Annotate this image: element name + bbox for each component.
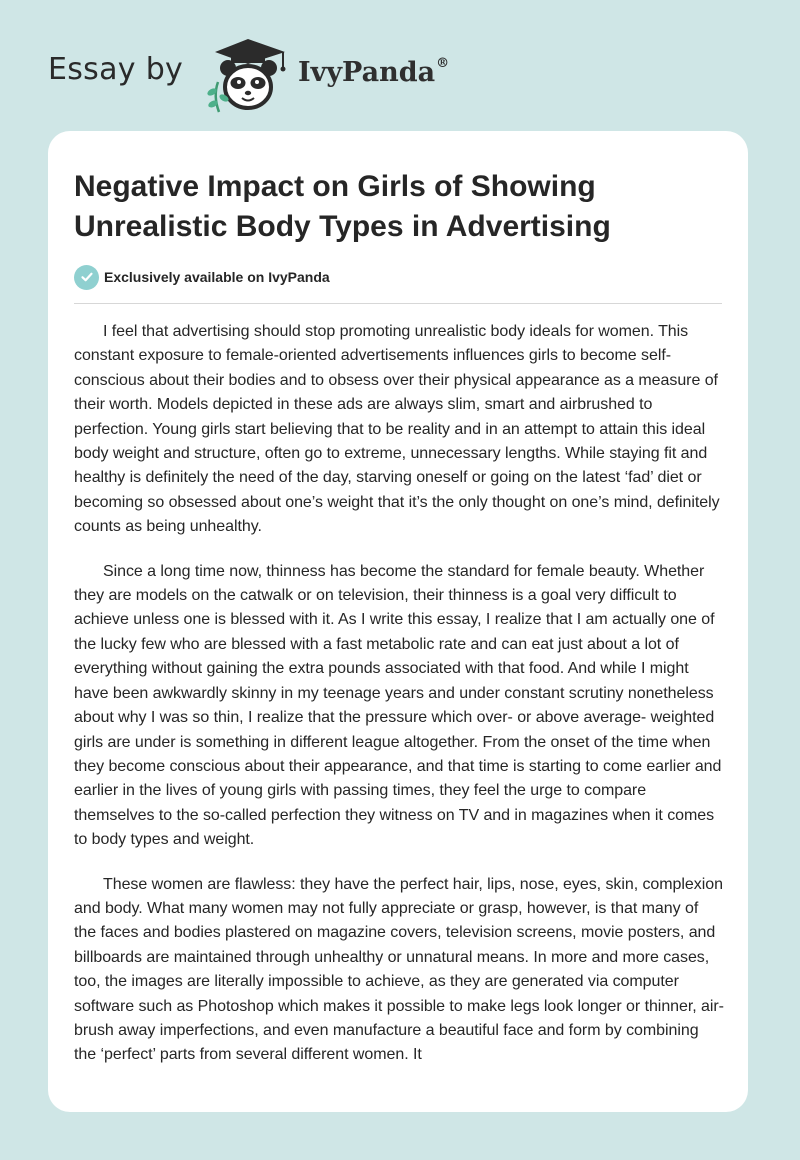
essay-title: Negative Impact on Girls of Showing Unrealistic Body Types in Advertising (74, 170, 611, 243)
essay-paragraph: I feel that advertising should stop promoting unrealistic body ideals for women. This constant exposure to female-oriented advertisements influences girls to become self-conscious about their bodies and to obsess over their physical appearance as a measure of their worth. Models depicted in these ads are always slim, smart and airbrushed to perfection. Young girls start believing that to be reality and in an attempt to attain this ideal body weight and structure, often go to extreme, unnecessary lengths. While staying fit and healthy is definitely the need of the day, starving oneself or going on the latest ‘fad’ diet or becoming so obsessed about one’s weight that it’s the only thought on one’s mind, definitely counts as being unhealthy. (74, 323, 720, 536)
essay-body (74, 320, 724, 1088)
essay-by-label: Essay by (48, 52, 184, 87)
check-circle-icon (74, 265, 99, 290)
panda-graduate-logo-icon[interactable] (203, 36, 293, 114)
title-divider (74, 303, 722, 304)
brand-name[interactable] (298, 56, 449, 88)
essay-paragraph: These women are flawless: they have the perfect hair, lips, nose, eyes, skin, complexion and body. What many women may not fully appreciate or grasp, however, is that many of the faces and bodies plastered on magazine covers, television screens, movie posters, and billboards are maintained through unhealthy or unnatural means. In more and more cases, too, the images are literally impossible to achieve, as they are generated via computer software such as Photoshop which makes it possible to make legs look longer or thinner, air-brush away imperfections, and even manufacture a beautiful face and form by combining the ‘perfect’ parts from several different women. It (74, 875, 724, 1064)
brand-name-text: IvyPanda (298, 57, 436, 88)
exclusive-badge (74, 264, 330, 290)
site-header (48, 34, 548, 114)
exclusive-badge-text: Exclusively available on IvyPanda (104, 269, 330, 285)
essay-card (48, 131, 748, 1112)
registered-mark: ® (436, 56, 450, 71)
essay-paragraph: Since a long time now, thinness has become the standard for female beauty. Whether they are models on the catwalk or on television, their thinness is a goal very difficult to achieve unless one is blessed with it. As I write this essay, I realize that I am actually one of the lucky few who are blessed with a fast metabolic rate and can eat just about a lot of everything without gaining the extra pounds associated with that food. And while I might have been awkwardly skinny in my teenage years and under constant scrutiny nonetheless about why I was so thin, I realize that the pressure which over- or above average- weighted girls are under is something in different league altogether. From the onset of the time when they become conscious about their appearance, and that time is starting to come earlier and earlier in the lives of young girls with passing times, they feel the urge to compare themselves to the so-called perfection they witness on TV and in magazines when it comes to body types and weight. (74, 562, 722, 849)
